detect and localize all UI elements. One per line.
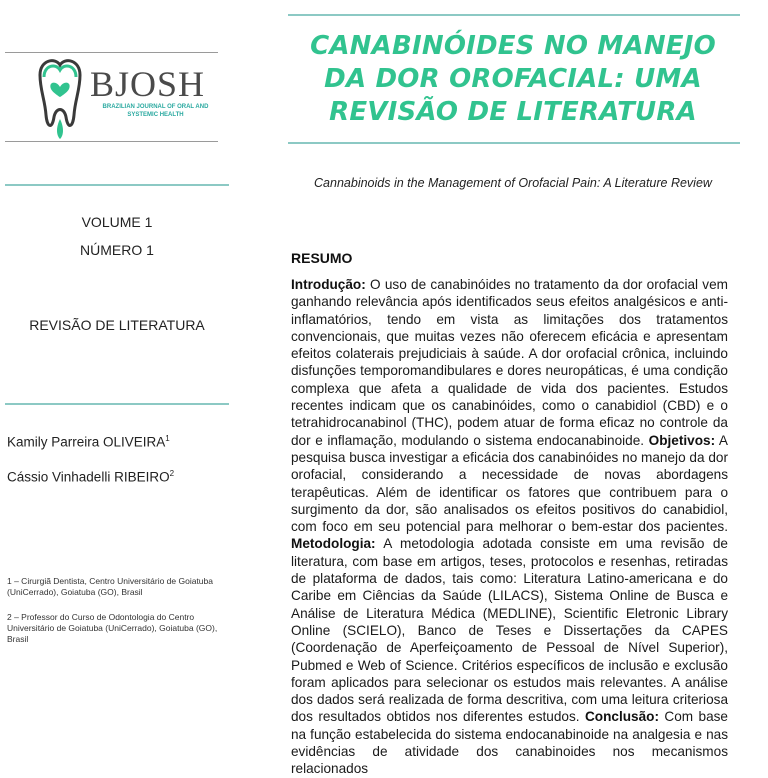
- methodology-label: Metodologia:: [291, 536, 376, 552]
- left-rule-1: [5, 184, 229, 186]
- resumo-heading: RESUMO: [291, 250, 353, 266]
- title-bottom-rule: [288, 142, 740, 144]
- author-2-sup: 2: [169, 469, 175, 478]
- number-label: NÚMERO 1: [80, 242, 154, 258]
- logo-bottom-rule: [5, 141, 218, 142]
- intro-label: Introdução:: [291, 277, 366, 292]
- logo-top-rule: [5, 52, 218, 53]
- objectives-label: Objetivos:: [648, 432, 716, 448]
- title-top-rule: [288, 14, 740, 16]
- journal-logo-subtitle: BRAZILIAN JOURNAL OF ORAL AND SYSTEMIC HEALTH: [102, 104, 209, 118]
- abstract-body: [291, 276, 728, 778]
- author-1-sup: 1: [165, 434, 170, 443]
- intro-text: O uso de canabinóides no tratamento da dor orofacial vem ganhando relevância após identificados seus efeitos analgésicos e anti-inflamatórios, tendo em vista as limitações dos tratamentos convencionais, que muitas vezes não oferecem eficácia e apresentam efeitos colaterais prejudiciais à saúde. A dor orofacial crônica, incluindo disfunções temporomandibulares e dores neuropáticas, é uma condição complexa que afeta a qualidade de vida dos pacientes. Estudos recentes indicam que os canabinóides, como o canabidiol (CBD) e o tetrahidrocanabinol (THC), podem atuar de forma eficaz no controle da dor e inflamação, modulando o sistema endocanabinoide.: [291, 277, 728, 448]
- affiliation-1: 1 – Cirurgiã Dentista, Centro Universitário de Goiatuba (UniCerrado), Goiatuba (GO), Brasil: [7, 576, 213, 597]
- article-title: CANABINÓIDES NO MANEJO DA DOR OROFACIAL: UMA REVISÃO DE LITERATURA: [310, 31, 716, 127]
- author-1-name: Kamily Parreira OLIVEIRA: [7, 434, 166, 450]
- conclusion-text: Com base na função estabelecida do sistema endocanabinoide na analgesia e nas evidências de atividade dos canabinoides nos mecanismos relacionados: [291, 709, 728, 777]
- section-label: REVISÃO DE LITERATURA: [29, 317, 205, 333]
- methodology-text: A metodologia adotada consiste em uma revisão de literatura, com base em artigos, teses, protocolos e resenhas, retiradas de plataforma de dados, tais como: Literatura Latino-americana e do Caribe em Ciências da Saúde (LILACS), Sistema Online de Busca e Análise de Literatura Médica (MEDLINE), Scientific Eletronic Library Online (SCIELO), Banco de Teses e Dissertações da CAPES (Coordenação de Aperfeiçoamento de Pessoal de Nível Superior), Pubmed e Web of Science. Critérios específicos de inclusão e exclusão foram aplicados para selecionar os estudos mais relevantes. A análise dos dados será realizada de forma descritiva, com uma leitura criteriosa dos resultados obtidos nos diferentes estudos.: [291, 536, 728, 725]
- left-rule-2: [5, 403, 229, 405]
- author-2-name: Cássio Vinhadelli RIBEIRO: [7, 469, 170, 485]
- conclusion-label: Conclusão:: [584, 709, 659, 725]
- author-1: [7, 434, 170, 450]
- objectives-text: A pesquisa busca investigar a eficácia dos canabinóides no manejo da dor orofacial, considerando a necessidade de novas abordagens terapêuticas. Além de identificar os fatores que contribuem para o surgimento da dor, são analisados os efeitos positivos do canabidiol, com foco em seu potencial para melhorar o bem-estar dos pacientes.: [291, 432, 728, 535]
- author-2: [7, 469, 174, 485]
- volume-label: VOLUME 1: [81, 214, 153, 230]
- affiliation-2: 2 – Professor do Curso de Odontologia do Centro Universitário de Goiatuba (UniCerrado), Goiatuba (GO), Brasil: [7, 612, 218, 644]
- journal-logo-text: BJOSH: [90, 64, 206, 104]
- article-subtitle-en: Cannabinoids in the Management of Orofacial Pain: A Literature Review: [314, 176, 712, 190]
